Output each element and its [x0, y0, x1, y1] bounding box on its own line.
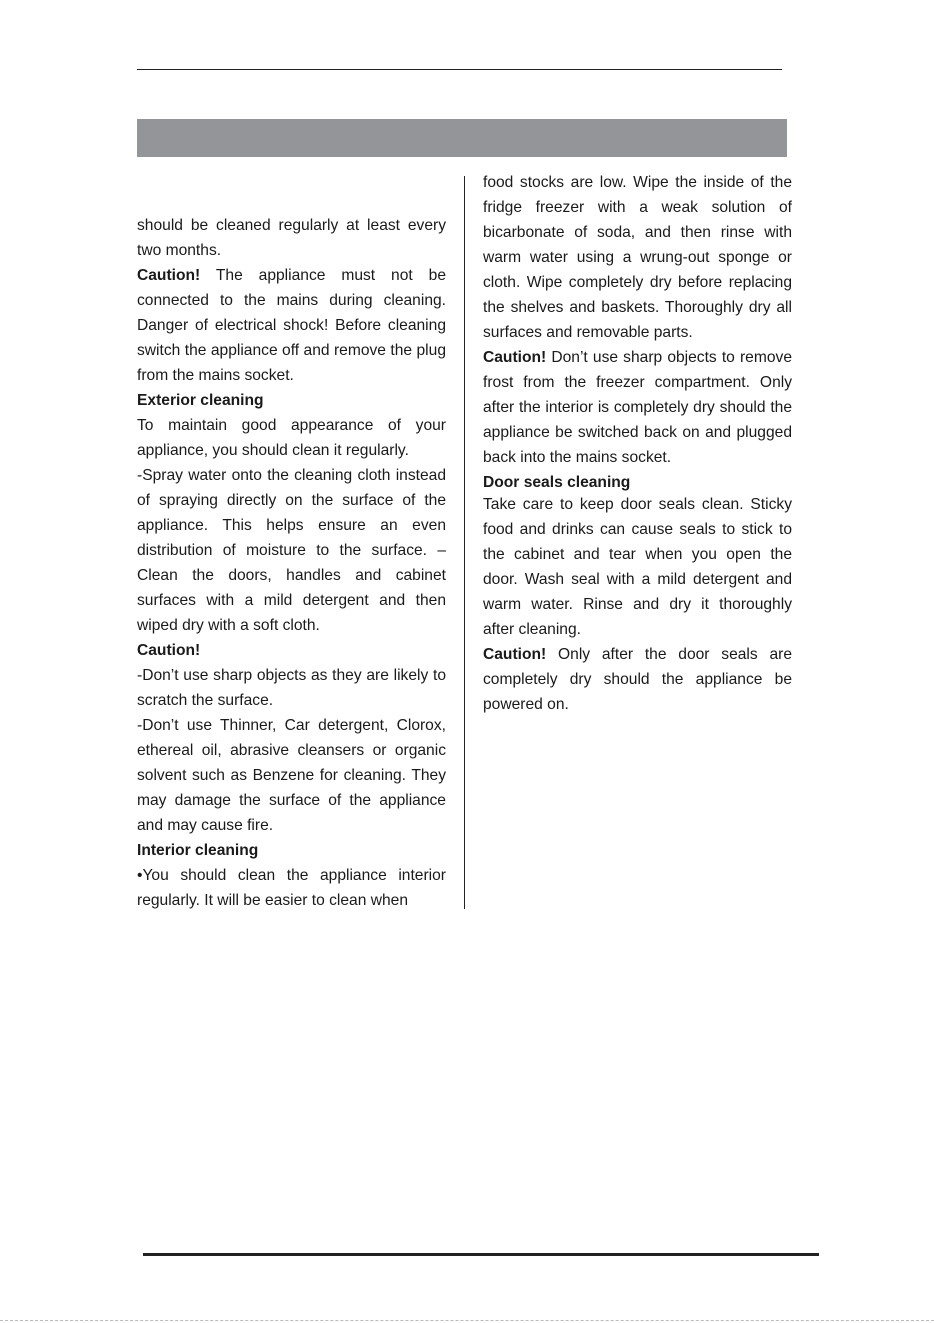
caution-text: Only after the door seals are completely dry should the appliance be powered on. [483, 646, 792, 713]
interior-cleaning-heading: Interior cleaning [137, 842, 259, 859]
paragraph: -Don’t use Thinner, Car detergent, Clorox, ethereal oil, abrasive cleansers or organic solvent such as Benzene for cleaning. They may damage the surface of the appliance and may cause fire. [137, 717, 446, 834]
paragraph: •You should clean the appliance interior regularly. It will be easier to clean when [137, 867, 446, 909]
caution-paragraph [483, 642, 792, 717]
caution-label: Caution! [137, 267, 201, 284]
header-rule [137, 69, 782, 70]
section-title-bar [137, 119, 787, 157]
footer-rule [143, 1253, 819, 1256]
paragraph: To maintain good appearance of your appliance, you should clean it regularly. [137, 417, 446, 459]
paragraph: -Spray water onto the cleaning cloth instead of spraying directly on the surface of the appliance. This helps ensure an even distribution of moisture to the surface. –Clean the doors, handles and cabinet surfaces with a mild detergent and then wiped dry with a soft cloth. [137, 467, 446, 634]
paragraph: should be cleaned regularly at least every two months. [137, 217, 446, 259]
page-edge-dashes [0, 1320, 934, 1321]
exterior-cleaning-heading: Exterior cleaning [137, 392, 264, 409]
right-column [483, 170, 792, 717]
caution-paragraph [137, 263, 446, 388]
paragraph: Take care to keep door seals clean. Sticky food and drinks can cause seals to stick to the cabinet and tear when you open the door. Wash seal with a mild detergent and warm water. Rinse and dry it thoroughly after cleaning. [483, 496, 792, 638]
caution-heading: Caution! [137, 642, 201, 659]
caution-paragraph [483, 345, 792, 470]
caution-label: Caution! [483, 646, 547, 663]
caution-text: Don’t use sharp objects to remove frost from the freezer compartment. Only after the interior is completely dry should the appliance be switched back on and plugged back into the mains socket. [483, 349, 792, 466]
left-column [137, 213, 446, 913]
paragraph: food stocks are low. Wipe the inside of the fridge freezer with a weak solution of bicarbonate of soda, and then rinse with warm water using a wrung-out sponge or cloth. Wipe completely dry before replacing the shelves and baskets. Thoroughly dry all surfaces and removable parts. [483, 174, 792, 341]
caution-text: The appliance must not be connected to the mains during cleaning. Danger of electrical shock! Before cleaning switch the appliance off and remove the plug from the mains socket. [137, 267, 446, 384]
column-divider [464, 176, 465, 909]
paragraph: -Don’t use sharp objects as they are likely to scratch the surface. [137, 667, 446, 709]
door-seals-cleaning-heading: Door seals cleaning [483, 474, 631, 491]
caution-label: Caution! [483, 349, 547, 366]
